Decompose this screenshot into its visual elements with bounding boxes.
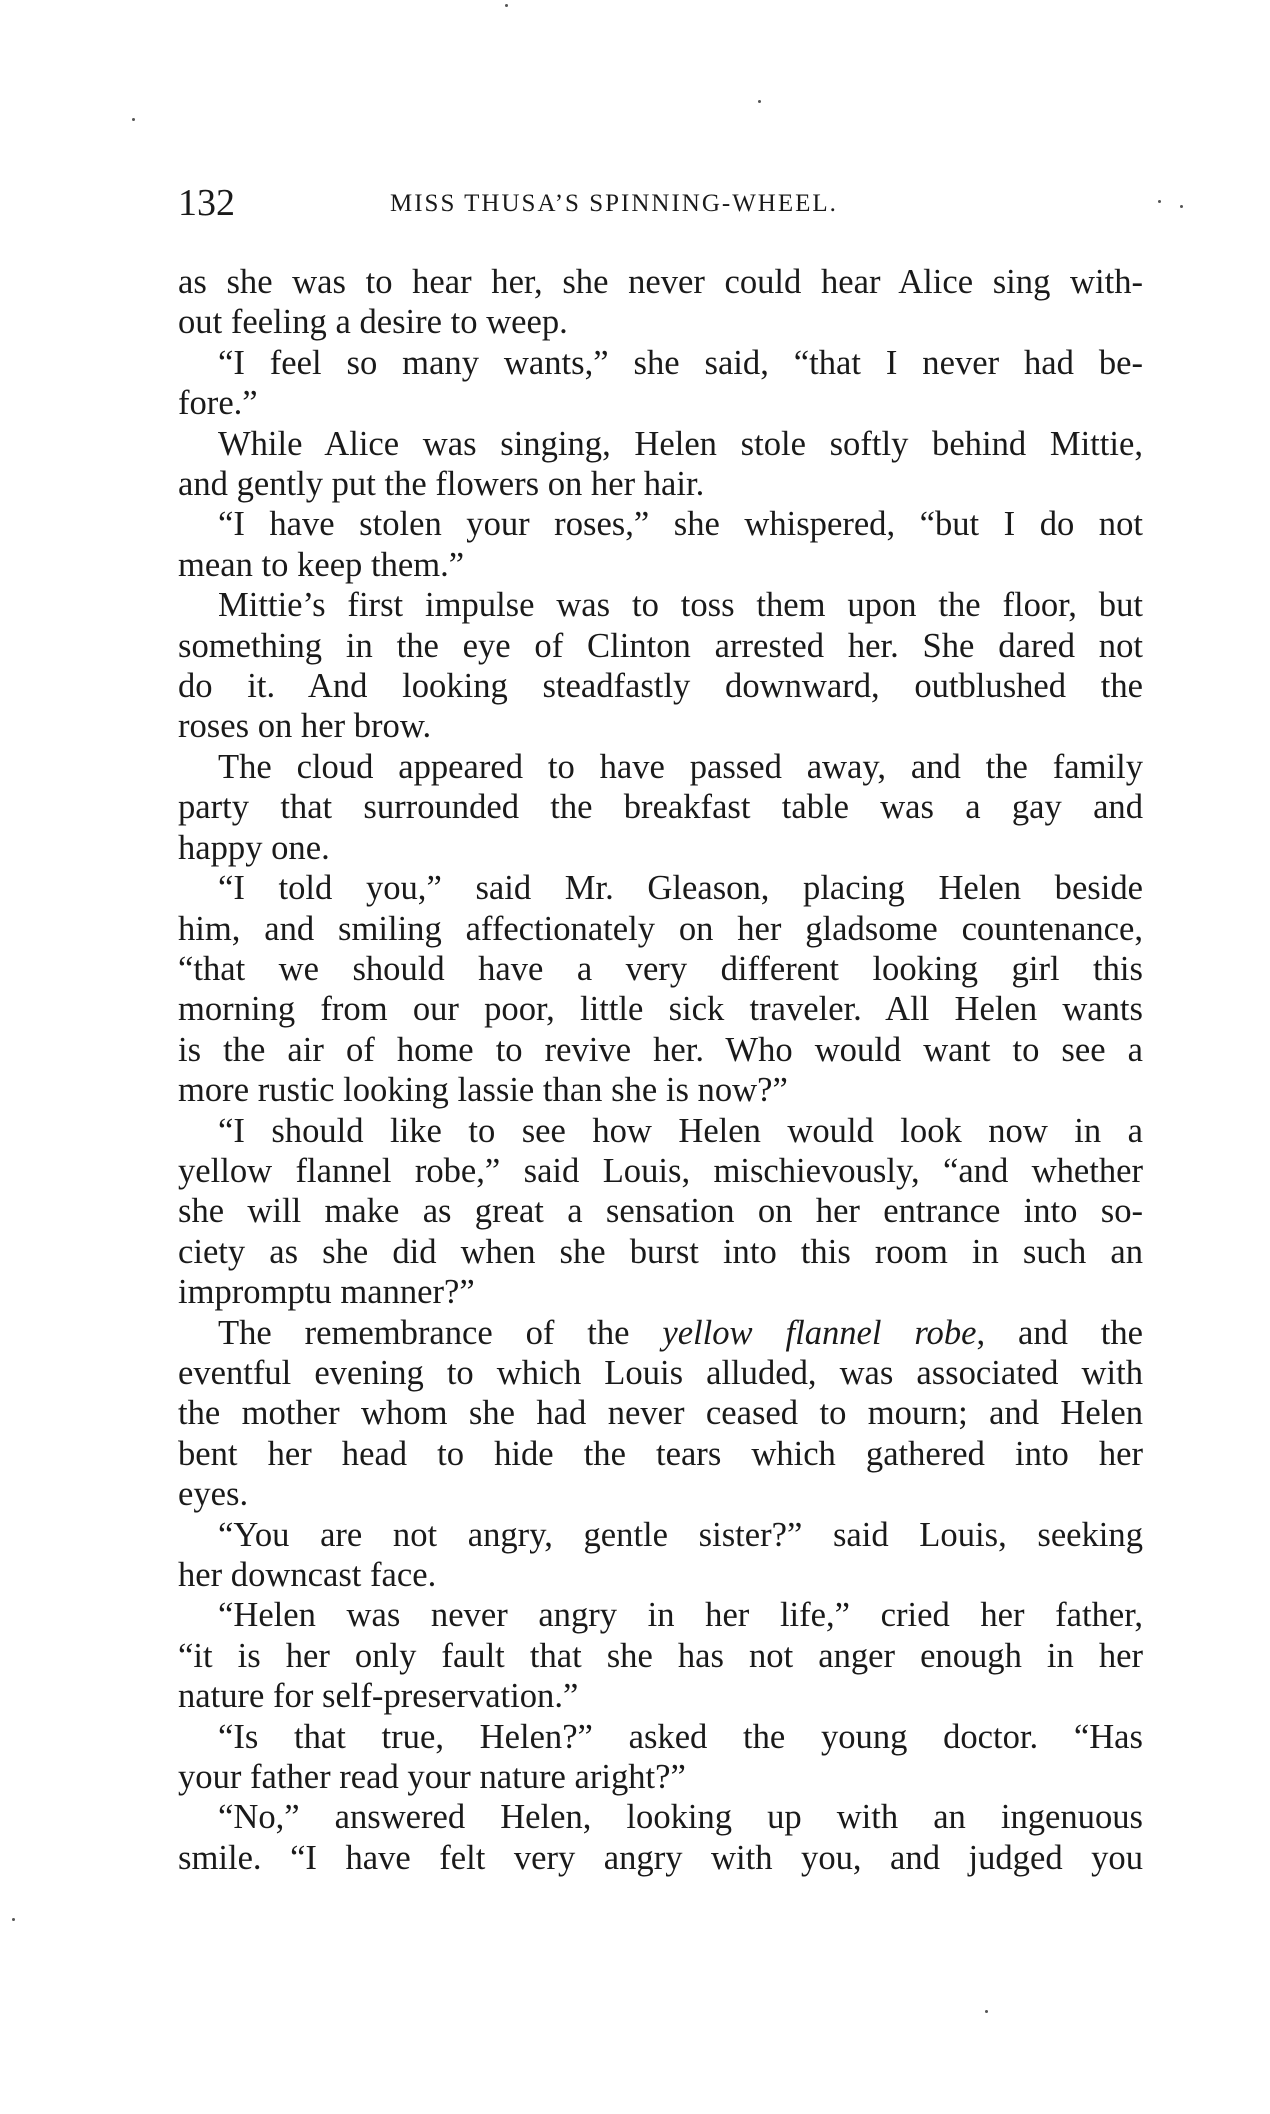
text-line: impromptu manner?” <box>178 1273 475 1312</box>
scan-speck <box>505 4 508 7</box>
text-line: smile. “I have felt very angry with you, and judged you <box>178 1838 1143 1877</box>
text-line: eyes. <box>178 1475 249 1514</box>
text-line: While Alice was singing, Helen stole softly behind Mittie, <box>218 424 1143 463</box>
text-line: roses on her brow. <box>178 707 432 746</box>
text-line: the mother whom she had never ceased to mourn; and Helen <box>178 1394 1143 1433</box>
scan-speck <box>1158 200 1161 203</box>
text-line: mean to keep them.” <box>178 545 465 584</box>
text-line: morning from our poor, little sick traveler. All Helen wants <box>178 990 1143 1029</box>
text-line: her downcast face. <box>178 1556 437 1594</box>
body-text <box>178 262 1143 1878</box>
scan-speck <box>12 1918 15 1921</box>
text-line: “it is her only fault that she has not anger enough in her <box>178 1636 1143 1675</box>
text-line: “I should like to see how Helen would look now in a <box>218 1111 1143 1150</box>
text-line: something in the eye of Clinton arrested her. She dared not <box>178 626 1143 665</box>
text-line: “I feel so many wants,” she said, “that I never had be- <box>218 343 1143 382</box>
text-line: yellow flannel robe,” said Louis, mischievously, “and whether <box>178 1151 1143 1190</box>
text-line: nature for self-preservation.” <box>178 1677 579 1716</box>
text-line: happy one. <box>178 828 330 867</box>
text-line: as she was to hear her, she never could hear Alice sing with- <box>178 263 1143 301</box>
text-line: him, and smiling affectionately on her gladsome countenance, <box>178 909 1143 948</box>
page-number: 132 <box>178 182 235 224</box>
text-line: “No,” answered Helen, looking up with an ingenuous <box>218 1798 1143 1837</box>
text-line: fore.” <box>178 384 258 423</box>
text-line: more rustic looking lassie than she is now?” <box>178 1071 788 1110</box>
scan-speck <box>758 100 761 103</box>
text-line: she will make as great a sensation on her entrance into so- <box>178 1192 1143 1231</box>
text-line: “Is that true, Helen?” asked the young doctor. “Has <box>218 1717 1143 1756</box>
scan-speck <box>985 2010 988 2013</box>
text-line: Mittie’s first impulse was to toss them upon the floor, but <box>218 586 1143 625</box>
text-line: “I have stolen your roses,” she whispered, “but I do not <box>218 505 1143 544</box>
text-line: “You are not angry, gentle sister?” said Louis, seeking <box>218 1515 1143 1554</box>
text-line: party that surrounded the breakfast table was a gay and <box>178 788 1143 827</box>
text-line: is the air of home to revive her. Who would want to see a <box>178 1030 1143 1069</box>
text-line: out feeling a desire to weep. <box>178 303 568 342</box>
scan-speck <box>132 118 135 121</box>
text-line: eventful evening to which Louis alluded, was associated with <box>178 1353 1143 1392</box>
text-line: do it. And looking steadfastly downward, outblushed the <box>178 667 1143 706</box>
scan-speck <box>1180 205 1183 208</box>
running-title: MISS THUSA’S SPINNING-WHEEL. <box>390 190 838 217</box>
text-line: The cloud appeared to have passed away, and the family <box>218 747 1143 786</box>
text-line: The remembrance of the yellow flannel robe, and the <box>218 1313 1143 1352</box>
text-line: “that we should have a very different looking girl this <box>178 949 1143 988</box>
text-line: “I told you,” said Mr. Gleason, placing Helen beside <box>218 869 1143 908</box>
text-line: ciety as she did when she burst into this room in such an <box>178 1232 1143 1271</box>
text-line: and gently put the flowers on her hair. <box>178 465 705 504</box>
text-line: “Helen was never angry in her life,” cried her father, <box>218 1596 1143 1635</box>
page-header <box>178 178 1138 228</box>
text-line: bent her head to hide the tears which gathered into her <box>178 1434 1143 1473</box>
text-line: your father read your nature aright?” <box>178 1758 686 1797</box>
